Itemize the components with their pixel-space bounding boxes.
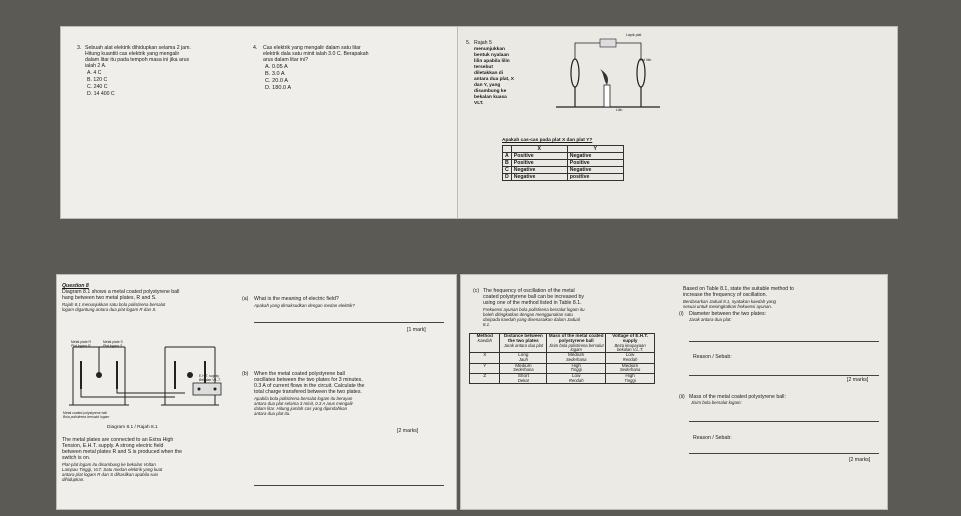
cell-distance (500, 373, 547, 383)
table-row (503, 174, 624, 181)
q5-line-4: lilin apabila lilin (474, 59, 510, 64)
cell-en: High (571, 362, 581, 368)
plate-x-charge: Positive (511, 153, 567, 160)
qb-line-ms-4: antara dua plat itu. (254, 411, 291, 416)
label-coated-ball: Metal coated polystyrene ball (63, 411, 107, 415)
label-eht-supply: E.H.T. supply (199, 374, 219, 378)
q5-line-11: VLT. (474, 101, 484, 106)
q5-line-10: bekalan kuasa (474, 95, 507, 100)
header-en: Method (476, 333, 493, 338)
qb-line-1: When the metal coated polystyrene ball (254, 371, 345, 377)
cell-ms: Sederhana (619, 367, 641, 373)
cii-text: Mass of the metal coated polystyrene ball: (689, 394, 786, 400)
reason2-answer-line (689, 453, 879, 454)
marks2: [2 marks] (849, 457, 871, 463)
cell-voltage (606, 363, 655, 373)
q3-line-4: ialah 2 A. (85, 63, 107, 69)
q3-line-3: dalam litar itu pada tempoh masa ini jika arus (85, 57, 190, 63)
cell-mass (547, 353, 606, 363)
ci-text-ms: Jarak antara dua plat: (689, 317, 732, 322)
intro-line-3: Rajah 8.1 menunjukkan satu bola polistirena bersalut (62, 302, 166, 307)
cell-en: Low (571, 372, 581, 378)
qa-text: What is the meaning of electric field? (254, 296, 339, 302)
bottom-line-5: Plat-plat logam itu disambung ke bekalan Voltan (62, 462, 156, 467)
cell-method (470, 353, 500, 363)
table-row (470, 353, 655, 363)
qc-line-1: The frequency of oscillation of the metal (483, 288, 575, 294)
q5-answer-table (502, 145, 624, 181)
table-header-row (470, 334, 655, 353)
cell-en: Medium (568, 352, 585, 358)
qa-answer-line (254, 322, 444, 323)
intro-line-4: logam digantung antara dua plat logam R dan S. (62, 307, 157, 312)
q5-line-9: disambung ke (474, 89, 507, 94)
plate-x-charge: Negative (511, 167, 567, 174)
qb-marks: [2 marks] (397, 428, 419, 434)
header-cell: X (511, 146, 567, 153)
q4-line-2: elektrik dala satu minit ialah 3.0 C. Berapakah (263, 51, 369, 57)
qb-line-4: total charge transfered between the two plates. (254, 389, 362, 395)
plate-x-charge: Positive (511, 160, 567, 167)
q3-line-1: Sebuah alat elektrik dihidupkan selama 2 jam. (85, 45, 191, 51)
diagram-caption: Diagram 8.1 / Rajah 8.1 (107, 425, 158, 430)
qb-line-3: 0.3 A of current flows in the circuit. Calculate the (254, 383, 365, 389)
option-letter: B (503, 160, 512, 167)
plate-y-charge: Negative (567, 153, 623, 160)
table-header-row (503, 146, 624, 153)
header-ms: Beza keupayaan bekalan V.L.T. (614, 342, 646, 353)
table-row (470, 373, 655, 383)
bottom-line-1: The metal plates are connected to an Extra High (62, 437, 174, 443)
bottom-line-2: Tension, E.H.T. supply. A strong electric field (62, 443, 164, 449)
header-ms: Jisim bola polistirena bersalut logam (548, 342, 604, 353)
slide-questions-3-4 (60, 26, 461, 219)
q4-option-b: B. 3.0 A (265, 71, 285, 77)
header-en: Mass of the metal coated polystyrene ball (548, 333, 604, 343)
cell-en: Low (625, 352, 635, 358)
marks1: [2 marks] (847, 377, 869, 383)
cell-voltage (606, 353, 655, 363)
q4-option-d: D. 180.0 A (265, 85, 292, 91)
cell-en: Long (518, 352, 529, 358)
q5-line-6: diletakkan di (474, 71, 504, 76)
header-cell (503, 146, 512, 153)
cell-ms: Tinggi (624, 377, 636, 383)
bottom-line-7: antara plat logam R dan S dihasilkan apabila suis (62, 472, 159, 477)
qb-line-ms-1: Apabila bola polistirena bersalut logam itu berayun (254, 396, 353, 401)
label-lapik-plat: Lapik plat (626, 33, 642, 37)
slide-question-5 (457, 26, 898, 219)
q5-line-5: tersebut (474, 65, 493, 70)
qb-label: (b) (242, 371, 249, 377)
plate-y-charge: Positive (567, 160, 623, 167)
slide-question-8-part-1 (56, 274, 457, 510)
right-line-2: increase the frequency of oscillation. (683, 292, 767, 298)
cell-distance (500, 353, 547, 363)
q5-line-8: dan Y, yang (474, 83, 501, 88)
q3-option-a: A. 4 C (87, 70, 102, 76)
bottom-line-3: between metal plates R and S is produced when the (62, 449, 182, 455)
q5-question: Apakah cas-cas pada plat X dan plat Y? (502, 138, 593, 143)
cell-en: Y (483, 362, 487, 368)
table-row (503, 167, 624, 174)
qa-text-ms: Apakah yang dimaksudkan dengan medan elektrik? (254, 303, 355, 308)
plate-y-charge: positive (567, 174, 623, 181)
header-cell: Y (567, 146, 623, 153)
q5-line-3: bentuk nyalaan (474, 53, 509, 58)
qa-label: (a) (242, 296, 249, 302)
qb-line-2: oscillates between the two plates for 3 minutes, (254, 377, 363, 383)
intro-line-1: Diagram 8.1 shows a metal coated polystyrene ball (62, 289, 180, 295)
cell-method (470, 373, 500, 383)
cell-en: Short (517, 372, 529, 378)
qa-marks: [1 mark] (407, 327, 426, 333)
q3-line-2: Hitung kuantiti cas elektrik yang mengalir (85, 51, 180, 57)
header-ms: Jarak antara dua plat (503, 342, 544, 348)
option-letter: D (503, 174, 512, 181)
cii-answer-line (689, 421, 879, 422)
qc-label: (c) (473, 288, 480, 294)
label-bekalan-vlt: Bekalan V.L.T. (199, 378, 221, 382)
cell-en: Z (483, 372, 487, 378)
cell-ms: Rendah (568, 377, 584, 383)
qc-line-ms-3: daripada kaedah yang disenaraikan dalam Jadual (483, 317, 580, 322)
reason2-label: Reason / Sebab: (693, 435, 732, 441)
cell-ms: Dekat (517, 377, 529, 383)
table-row (503, 160, 624, 167)
cell-method (470, 363, 500, 373)
question-heading: Question 8 (62, 283, 89, 289)
q5-line-2: menunjukkan (474, 47, 505, 52)
q4-line-3: arus dalam litar ini? (263, 57, 308, 63)
label-plate-r: Metal plate R (71, 340, 91, 344)
q5-line-1: Rajah 5 (474, 40, 492, 46)
ci-answer-line (689, 341, 879, 342)
qb-answer-line (254, 485, 444, 486)
label-plate-s: Metal plate S (103, 340, 123, 344)
header-ms: Kaedah (477, 337, 492, 343)
qc-line-ms-2: boleh ditingkatkan dengan menggunakan satu (483, 312, 573, 317)
header-mass (547, 334, 606, 353)
q3-option-c: C. 240 C (87, 84, 108, 90)
right-line-ms-1: Berdasarkan Jadual 8.1, nyatakan kaedah yang (683, 299, 777, 304)
qc-line-2: coated polystyrene ball can be increased by (483, 294, 584, 300)
q3-option-b: B. 120 C (87, 77, 108, 83)
table-row (503, 153, 624, 160)
header-en: Voltage of E.H.T. supply (612, 333, 648, 343)
cell-en: X (483, 352, 487, 358)
cell-distance (500, 363, 547, 373)
q3-option-d: D. 14 400 C (87, 91, 115, 97)
bottom-line-4: switch is on. (62, 455, 91, 461)
bottom-line-8: dihidupkan. (62, 477, 85, 482)
q4-line-1: Cas elektrik yang mengalir dalam satu litar (263, 45, 361, 51)
cell-en: Medium (515, 362, 532, 368)
cell-ms: Sederhana (565, 357, 587, 363)
cell-en: Medium (621, 362, 639, 368)
cii-label: (ii) (679, 394, 685, 400)
cell-ms: Jauh (518, 357, 528, 363)
qc-line-3: using one of the method listed in Table 8.1. (483, 300, 582, 306)
qb-line-ms-2: antara dua plat selama 3 minit, 0.3 A arus mengalir (254, 401, 354, 406)
qc-line-ms-1: Frekuensi ayunan bola polistirena bersalut logam itu (483, 307, 585, 312)
table-row (470, 363, 655, 373)
header-en: Distance between the two plates (503, 333, 543, 343)
plate-x-charge: Negative (511, 174, 567, 181)
reason1-label: Reason / Sebab: (693, 354, 732, 360)
option-letter: C (503, 167, 512, 174)
bottom-line-6: Lampau Tinggi, VLT. Satu medan elektrik yang kuat (62, 467, 163, 472)
q5-line-7: antara dua plat, X (474, 77, 514, 82)
intro-line-2: hang between two metal plates, R and S. (62, 295, 157, 301)
qb-line-ms-3: dalam litar. Hitung jumlah cas yang dipindahkan (254, 406, 348, 411)
label-lilin: Lilin (616, 108, 623, 112)
label-api-lilin: Api lilin (640, 58, 652, 62)
label-plat-s: Plat logam S (103, 344, 123, 348)
cell-mass (547, 373, 606, 383)
table-8-1 (469, 333, 655, 384)
q4-option-a: A. 0.05 A (265, 64, 288, 70)
ci-text: Diameter between the two plates: (689, 311, 766, 317)
ci-label: (i) (679, 311, 684, 317)
q3-number: 3. (77, 45, 82, 51)
cell-en: High (625, 372, 635, 378)
cell-ms: Sederhana (513, 367, 534, 373)
q5-number: 5. (466, 40, 471, 46)
cell-voltage (606, 373, 655, 383)
cell-ms: Tinggi (570, 367, 582, 373)
cii-text-ms: Jisim bola bersalut logam: (691, 400, 742, 405)
label-plat-r: Plat logam R (71, 344, 91, 348)
plate-y-charge: Negative (567, 167, 623, 174)
cell-mass (547, 363, 606, 373)
candle-plates-diagram (548, 33, 668, 115)
qc-line-ms-4: 8.1. (483, 322, 491, 327)
reason1-answer-line (689, 375, 879, 376)
q4-option-c: C. 20.0 A (265, 78, 289, 84)
cell-ms: Rendah (622, 357, 638, 363)
header-voltage (606, 334, 655, 353)
header-method (470, 334, 500, 353)
right-line-1: Based on Table 8.1, state the suitable method to (683, 286, 794, 292)
q4-number: 4. (253, 45, 258, 51)
right-line-ms-2: sesuai untuk meningkatkan frekuensi ayunan. (683, 304, 773, 309)
label-bola-bersalut: Bola polistirena bersalut logam (63, 415, 110, 419)
option-letter: A (503, 153, 512, 160)
slide-question-8-part-2 (460, 274, 888, 510)
header-distance (500, 334, 547, 353)
